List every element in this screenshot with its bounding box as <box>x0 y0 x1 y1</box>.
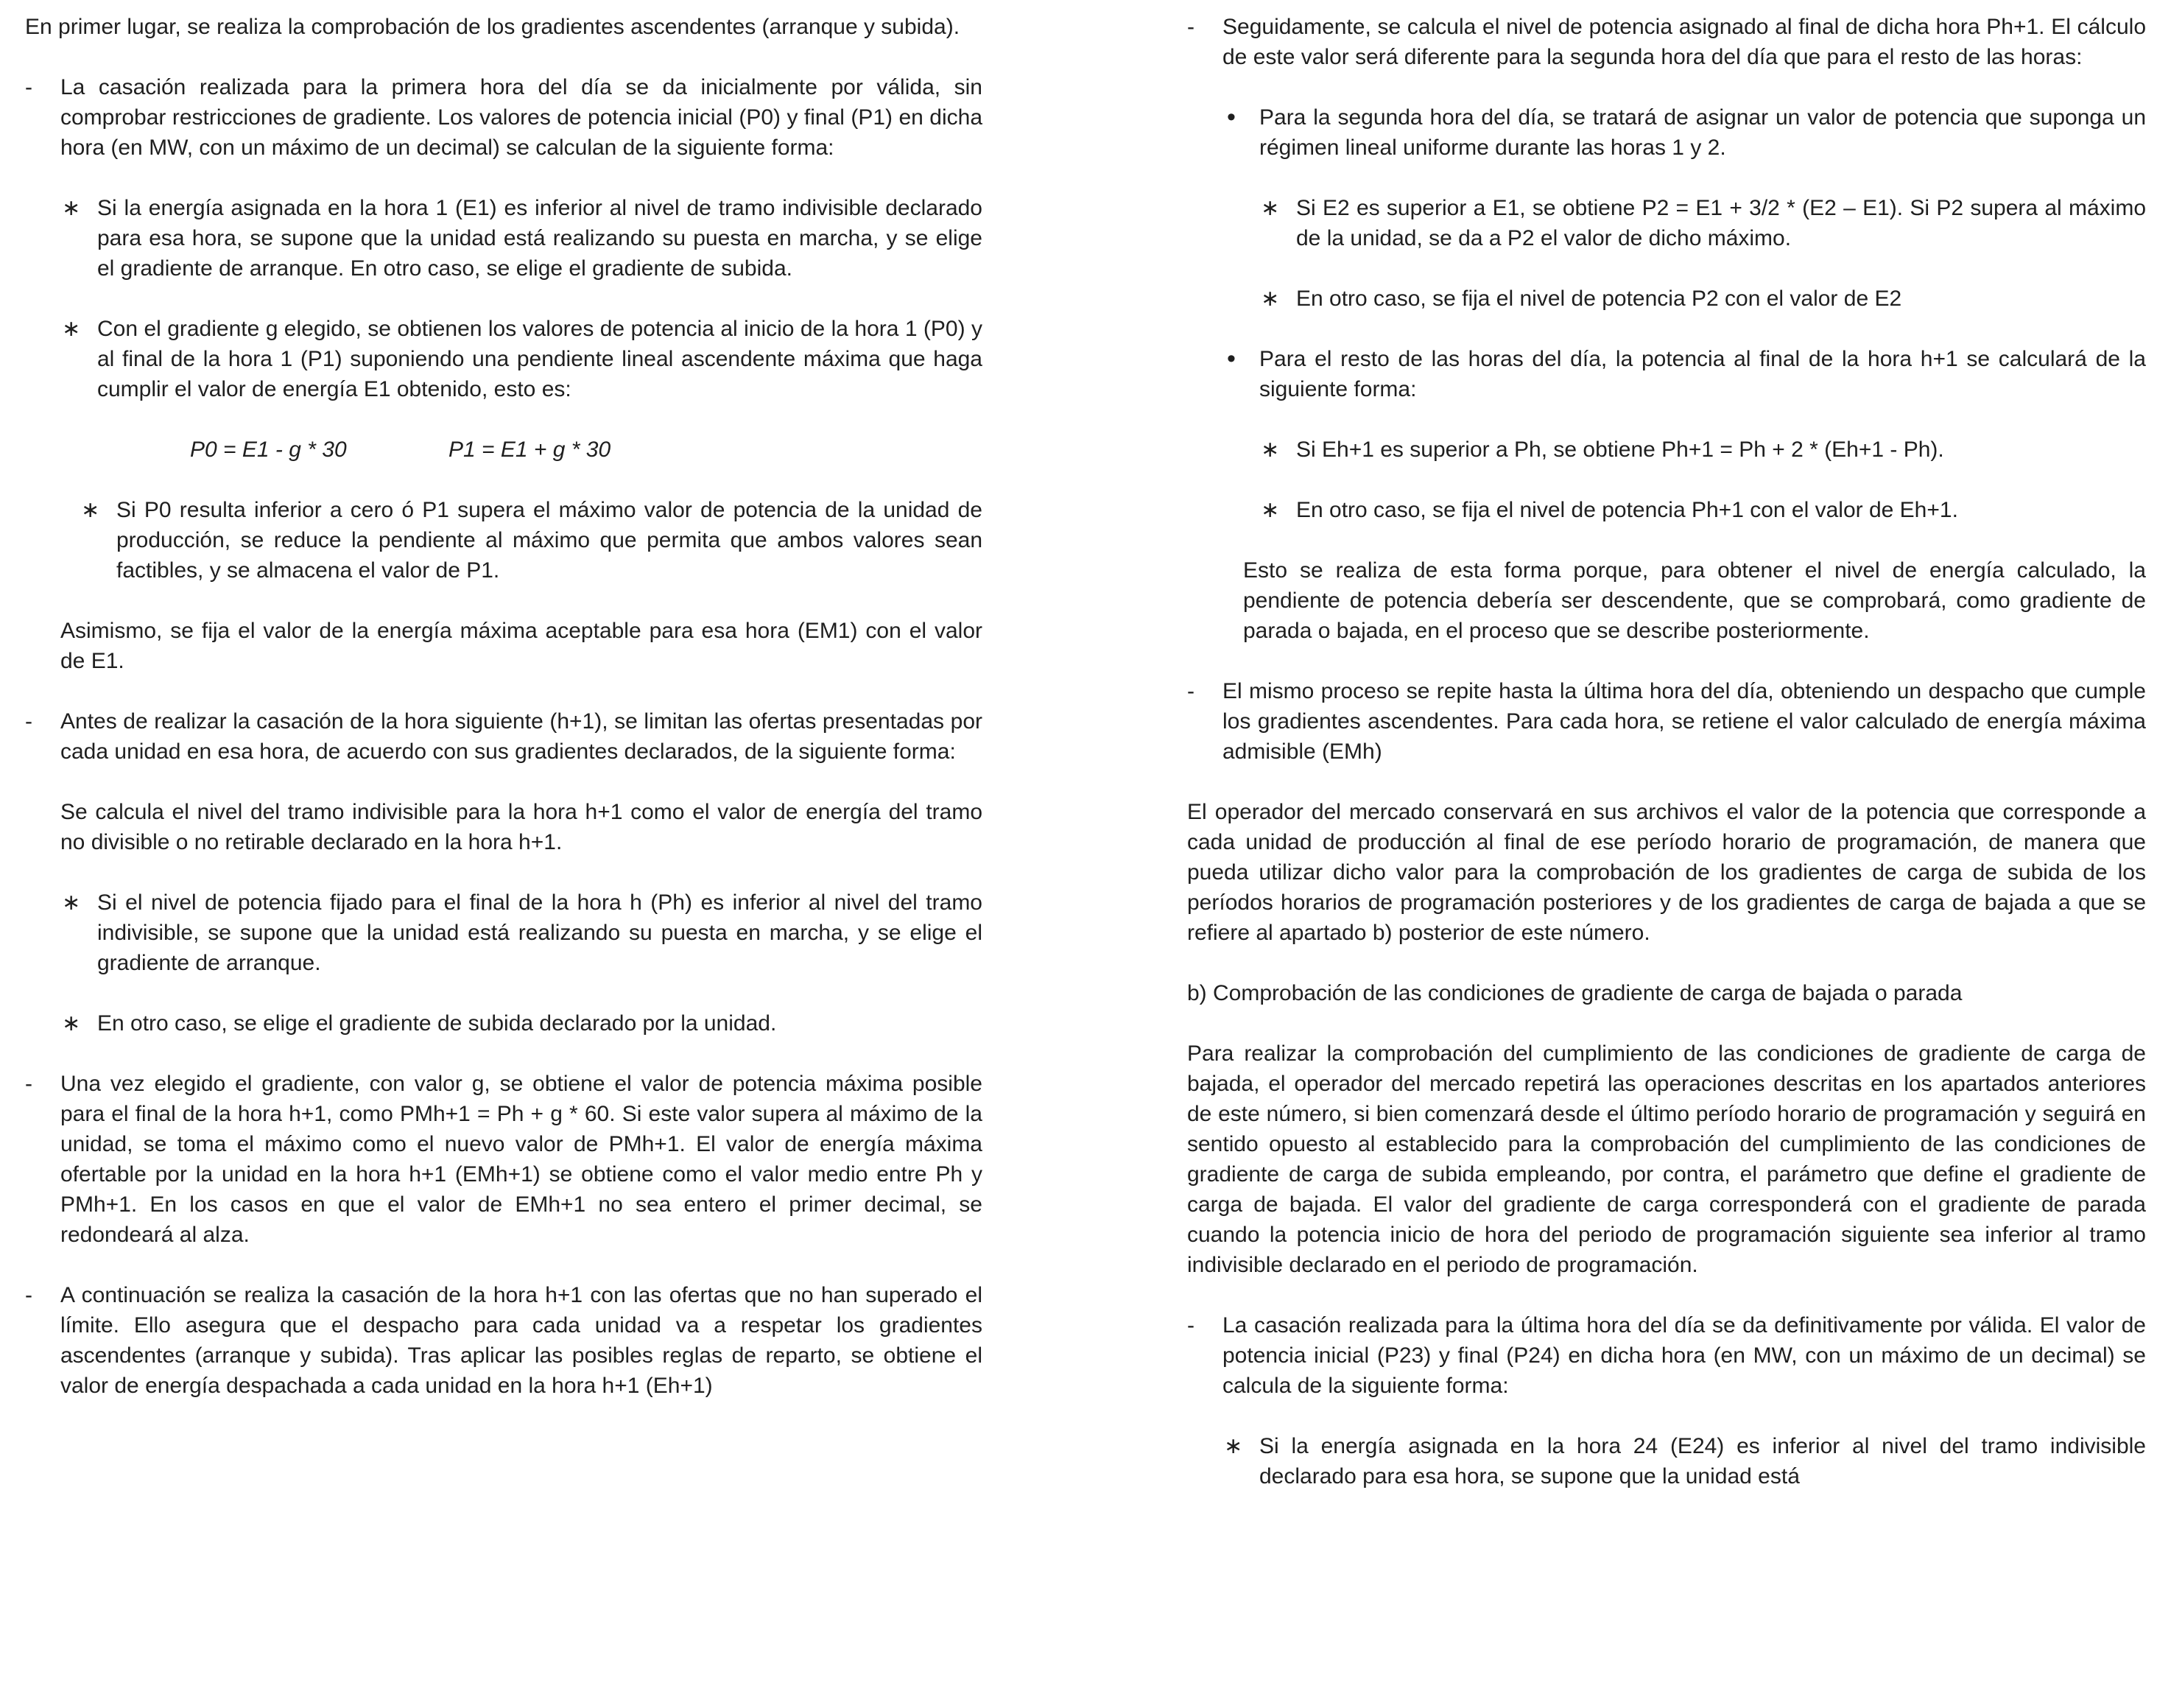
formula-line <box>190 435 982 465</box>
star-item-eh1-otherwise: ∗ En otro caso, se fija el nivel de potencia Ph+1 con el valor de Eh+1. <box>1259 495 2146 525</box>
star-item-e2-otherwise: ∗ En otro caso, se fija el nivel de potencia P2 con el valor de E2 <box>1259 284 2146 314</box>
bullet-rest-hours: • Para el resto de las horas del día, la potencia al final de la hora h+1 se calculará de la siguiente forma: <box>1222 344 2146 404</box>
star-item-otherwise: ∗ En otro caso, se elige el gradiente de subida declarado por la unidad. <box>60 1008 982 1038</box>
star-item-gradient: ∗ Con el gradiente g elegido, se obtienen los valores de potencia al inicio de la hora 1 (P0) y al final de la hora 1 (P1) suponiendo una pendiente lineal ascendente máxima que haga cumplir el valor de energía E1 obtenido, esto es: <box>60 314 982 404</box>
paragraph-max-energy: Asimismo, se fija el valor de la energía máxima aceptable para esa hora (EM1) con el valor de E1. <box>60 619 982 673</box>
star-item-eh1-superior: ∗ Si Eh+1 es superior a Ph, se obtiene Ph+1 = Ph + 2 * (Eh+1 - Ph). <box>1259 435 2146 465</box>
bullet-second-hour: • Para la segunda hora del día, se tratará de asignar un valor de potencia que suponga un régimen lineal uniforme durante las horas 1 y 2. <box>1222 102 2146 163</box>
paragraph-explanation: Esto se realiza de esta forma porque, para obtener el nivel de energía calculado, la pendiente de potencia debería ser descendente, que se comprobará, como gradiente de parada o bajada, en el proceso que se describe posteriormente. <box>1243 558 2146 643</box>
star-item-power-level: ∗ Si el nivel de potencia fijado para el final de la hora h (Ph) es inferior al nivel del tramo indivisible, se supone que la unidad está realizando su puesta en marcha, y se elige el gradiente de arranque. <box>60 888 982 978</box>
formula-p1: P1 = E1 + g * 30 <box>448 437 611 462</box>
paragraph-indivisible: Se calcula el nivel del tramo indivisible para la hora h+1 como el valor de energía del tramo no divisible o no retirable declarado en la hora h+1. <box>60 800 982 854</box>
intro-paragraph: En primer lugar, se realiza la comprobación de los gradientes ascendentes (arranque y subida). <box>25 15 960 39</box>
dash-item-matching: - A continuación se realiza la casación de la hora h+1 con las ofertas que no han superado el límite. Ello asegura que el despacho para cada unidad va a respetar los gradientes ascendentes (arranque y subida). Tras aplicar las posibles reglas de reparto, se obtiene el valor de energía despachada a cada unidad en la hora h+1 (Eh+1) <box>25 1280 982 1401</box>
dash-item-power-end: - Seguidamente, se calcula el nivel de potencia asignado al final de dicha hora Ph+1. El cálculo de este valor será diferente para la segunda hora del día que para el resto de las horas: <box>1187 12 2146 72</box>
right-column <box>1187 12 2146 1522</box>
star-item-e2-superior: ∗ Si E2 es superior a E1, se obtiene P2 = E1 + 3/2 * (E2 – E1). Si P2 supera al máximo de la unidad, se da a P2 el valor de dicho máximo. <box>1259 193 2146 253</box>
paragraph-downward: Para realizar la comprobación del cumplimiento de las condiciones de gradiente de carga de bajada, el operador del mercado repetirá las operaciones descritas en los apartados anteriores de este número, si bien comenzará desde el último período horario de programación y seguirá en sentido opuesto al establecido para la comprobación del cumplimiento de las condiciones de gradiente de carga de subida empleando, por contra, el parámetro que define el gradiente de carga de bajada. El valor del gradiente de carga corresponderá con el gradiente de parada cuando la potencia inicio de hora del periodo de programación siguiente sea inferior al tramo indivisible declarado en el periodo de programación. <box>1187 1041 2146 1277</box>
formula-p0: P0 = E1 - g * 30 <box>190 437 347 462</box>
star-item-p0-check: ∗ Si P0 resulta inferior a cero ó P1 supera el máximo valor de potencia de la unidad de producción, se reduce la pendiente al máximo que permita que ambos valores sean factibles, y se almacena el valor de P1. <box>80 495 982 586</box>
left-column <box>25 12 982 1431</box>
paragraph-operator: El operador del mercado conservará en sus archivos el valor de la potencia que corresponde a cada unidad de producción al final de ese período horario de programación, de manera que pueda utilizar dicho valor para la comprobación de los gradientes de carga de subida de los períodos horarios de programación posteriores y de los gradientes de carga de bajada a que se refiere al apartado b) posterior de este número. <box>1187 800 2146 945</box>
star-item-energy-hour1: ∗ Si la energía asignada en la hora 1 (E1) es inferior al nivel de tramo indivisible declarado para esa hora, se supone que la unidad está realizando su puesta en marcha, y se elige el gradiente de arranque. En otro caso, se elige el gradiente de subida. <box>60 193 982 284</box>
dash-item-last-hour: - La casación realizada para la última hora del día se da definitivamente por válida. El valor de potencia inicial (P23) y final (P24) en dicha hora (en MW, con un máximo de un decimal) se calcula de la siguiente forma: <box>1187 1310 2146 1401</box>
dash-item-gradient-chosen: - Una vez elegido el gradiente, con valor g, se obtiene el valor de potencia máxima posible para el final de la hora h+1, como PMh+1 = Ph + g * 60. Si este valor supera al máximo de la unidad, se toma el máximo como el nuevo valor de PMh+1. El valor de energía máxima ofertable por la unidad en la hora h+1 (EMh+1) se obtiene como el valor medio entre Ph y PMh+1. En los casos en que el valor de EMh+1 no sea entero el primer decimal, se redondeará al alza. <box>25 1069 982 1250</box>
star-item-energy-hour24: ∗ Si la energía asignada en la hora 24 (E24) es inferior al nivel del tramo indivisible declarado para esa hora, se supone que la unidad está <box>1222 1431 2146 1491</box>
section-heading-b: b) Comprobación de las condiciones de gradiente de carga de bajada o parada <box>1187 981 1963 1005</box>
dash-item-next-hour: - Antes de realizar la casación de la hora siguiente (h+1), se limitan las ofertas presentadas por cada unidad en esa hora, de acuerdo con sus gradientes declarados, de la siguiente forma: <box>25 706 982 767</box>
dash-item-repeat: - El mismo proceso se repite hasta la última hora del día, obteniendo un despacho que cumple los gradientes ascendentes. Para cada hora, se retiene el valor calculado de energía máxima admisible (EMh) <box>1187 676 2146 767</box>
dash-item-first-hour: - La casación realizada para la primera hora del día se da inicialmente por válida, sin comprobar restricciones de gradiente. Los valores de potencia inicial (P0) y final (P1) en dicha hora (en MW, con un máximo de un decimal) se calculan de la siguiente forma: <box>25 72 982 163</box>
